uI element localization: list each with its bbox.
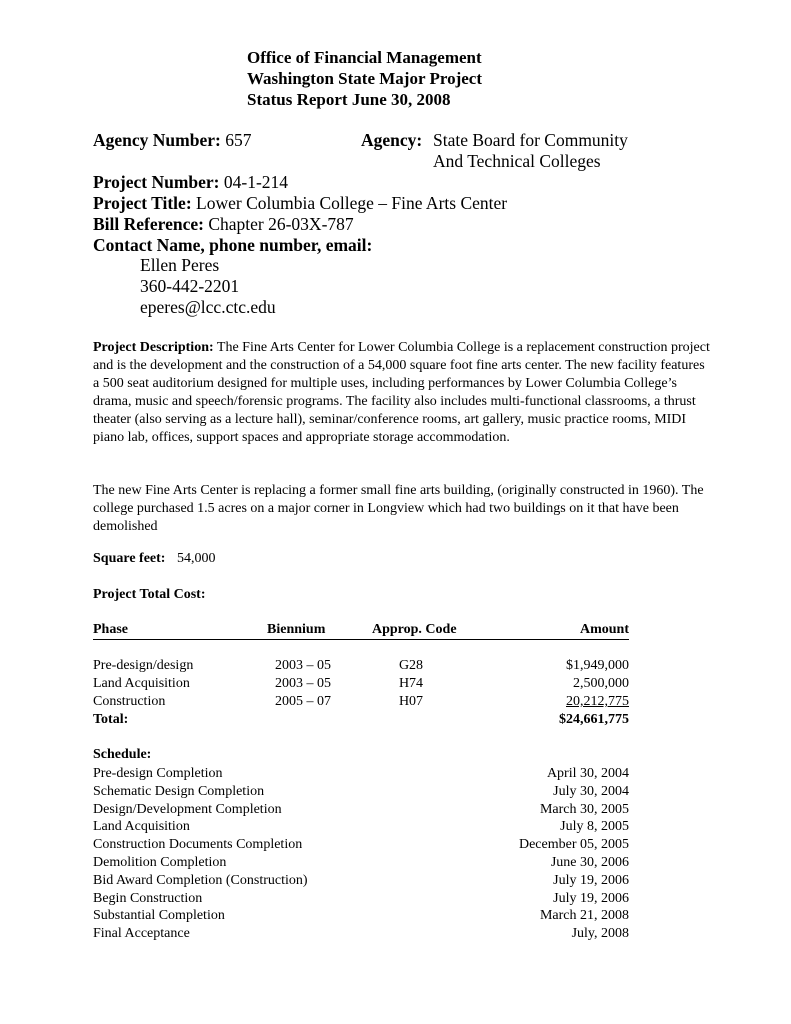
description-paragraph-2: The new Fine Arts Center is replacing a former small fine arts building, (originally constructed in 1960). The college purchased 1.5 acres on a major corner in Longview which had two buildings on it that have been demolished: [93, 483, 704, 534]
project-number-value: 04-1-214: [223, 172, 289, 192]
description-text: The Fine Arts Center for Lower Columbia College is a replacement construction project and is the development and the construction of a 54,000 square foot fine arts center. The new facility features a 500 seat auditorium designed for multiple uses, including performances by Lower Columbia College’s drama, music and speech/forensic programs. The facility also includes multi-functional classrooms, a thrust theater (also serving as a lecture hall), seminar/conference rooms, art gallery, music practice rooms, MIDI piano lab, offices, support spaces and appropriate storage accommodation.: [93, 340, 710, 445]
total-value: $24,661,775: [559, 712, 629, 727]
milestone-date: April 30, 2004: [546, 766, 629, 781]
milestone-name: Construction Documents Completion: [93, 837, 303, 853]
contact-email: eperes@lcc.ctc.edu: [140, 297, 276, 317]
milestone-date: July 19, 2006: [553, 872, 629, 888]
contact-label: Contact Name, phone number, email:: [93, 235, 373, 255]
milestone-date: July, 2008: [571, 926, 629, 942]
table-row: [93, 658, 629, 676]
agency-name-line-1: State Board for Community: [433, 130, 628, 150]
row-amount: 2,500,000: [573, 676, 629, 691]
row-amount: $1,949,000: [566, 658, 629, 673]
milestone-date: July 19, 2006: [553, 890, 629, 906]
bill-reference: [93, 214, 507, 235]
report-header: [247, 47, 482, 110]
contact-heading: [93, 235, 507, 256]
list-item: [93, 926, 629, 944]
milestone-date: March 30, 2005: [539, 801, 629, 817]
milestone-date: December 05, 2005: [518, 837, 629, 853]
total-cost-title: Project Total Cost:: [93, 587, 206, 602]
bill-reference-value: Chapter 26-03X-787: [208, 214, 354, 234]
square-feet-value: 54,000: [176, 551, 216, 566]
total-row: [93, 712, 629, 730]
row-biennium: 2003 – 05: [275, 658, 331, 673]
agency-number-label: Agency Number:: [93, 130, 221, 150]
header-amount: Amount: [579, 622, 629, 637]
project-number-label: Project Number:: [93, 172, 220, 192]
row-biennium: 2003 – 05: [275, 676, 331, 691]
description-label: Project Description:: [93, 340, 214, 355]
agency-name-line-2: And Technical Colleges: [433, 151, 601, 171]
contact-block: [140, 255, 276, 318]
header-underline: [93, 639, 629, 640]
row-phase: Construction: [93, 694, 166, 709]
list-item: [93, 784, 629, 802]
row-phase: Land Acquisition: [93, 676, 190, 691]
milestone-date: June 30, 2006: [550, 854, 629, 870]
milestone-date: July 30, 2004: [553, 783, 629, 799]
header-phase: Phase: [93, 622, 128, 637]
milestone-name: Design/Development Completion: [93, 801, 282, 817]
list-item: [93, 908, 629, 926]
agency-number-value: 657: [225, 130, 252, 150]
milestone-date: March 21, 2008: [539, 908, 629, 924]
list-item: [93, 855, 629, 873]
row-biennium: 2005 – 07: [275, 694, 331, 709]
header-approp-code: Approp. Code: [372, 622, 457, 637]
list-item: [93, 766, 629, 784]
milestone-name: Schematic Design Completion: [93, 783, 265, 799]
header-line-3: Status Report June 30, 2008: [247, 90, 451, 109]
list-item: [93, 819, 629, 837]
cost-table: [93, 622, 629, 730]
contact-phone: 360-442-2201: [140, 276, 240, 296]
project-title: [93, 193, 507, 214]
list-item: [93, 837, 629, 855]
row-approp-code: G28: [398, 658, 424, 673]
project-description: [93, 339, 713, 447]
agency-name: [433, 130, 628, 172]
milestone-name: Substantial Completion: [93, 908, 225, 924]
agency-row: [93, 130, 693, 174]
row-approp-code: H07: [398, 694, 424, 709]
header-biennium: Biennium: [267, 622, 326, 637]
milestone-name: Final Acceptance: [93, 926, 190, 942]
milestone-name: Begin Construction: [93, 890, 203, 906]
cost-table-header: [93, 622, 629, 640]
agency-label-text: Agency:: [361, 130, 423, 150]
list-item: [93, 873, 629, 891]
total-label: Total:: [93, 712, 129, 727]
project-fields: [93, 172, 507, 256]
agency-label: [361, 130, 422, 151]
schedule: [93, 747, 629, 944]
milestone-name: Land Acquisition: [93, 819, 190, 835]
row-approp-code: H74: [398, 676, 424, 691]
table-row: [93, 676, 629, 694]
square-feet-label: Square feet:: [93, 551, 166, 566]
table-row: [93, 694, 629, 712]
milestone-date: July 8, 2005: [560, 819, 629, 835]
bill-reference-label: Bill Reference:: [93, 214, 204, 234]
agency-number: [93, 130, 251, 151]
milestone-name: Demolition Completion: [93, 854, 227, 870]
header-line-2: Washington State Major Project: [247, 69, 482, 88]
row-phase: Pre-design/design: [93, 658, 194, 673]
milestone-name: Pre-design Completion: [93, 766, 223, 781]
milestone-name: Bid Award Completion (Construction): [93, 872, 308, 888]
contact-name: Ellen Peres: [140, 255, 220, 275]
list-item: [93, 802, 629, 820]
row-amount: 20,212,775: [566, 694, 629, 709]
project-title-label: Project Title:: [93, 193, 192, 213]
square-feet: [93, 551, 215, 567]
list-item: [93, 891, 629, 909]
project-title-value: Lower Columbia College – Fine Arts Center: [196, 193, 508, 213]
schedule-title: Schedule:: [93, 747, 152, 762]
header-line-1: Office of Financial Management: [247, 48, 482, 67]
project-number: [93, 172, 507, 193]
